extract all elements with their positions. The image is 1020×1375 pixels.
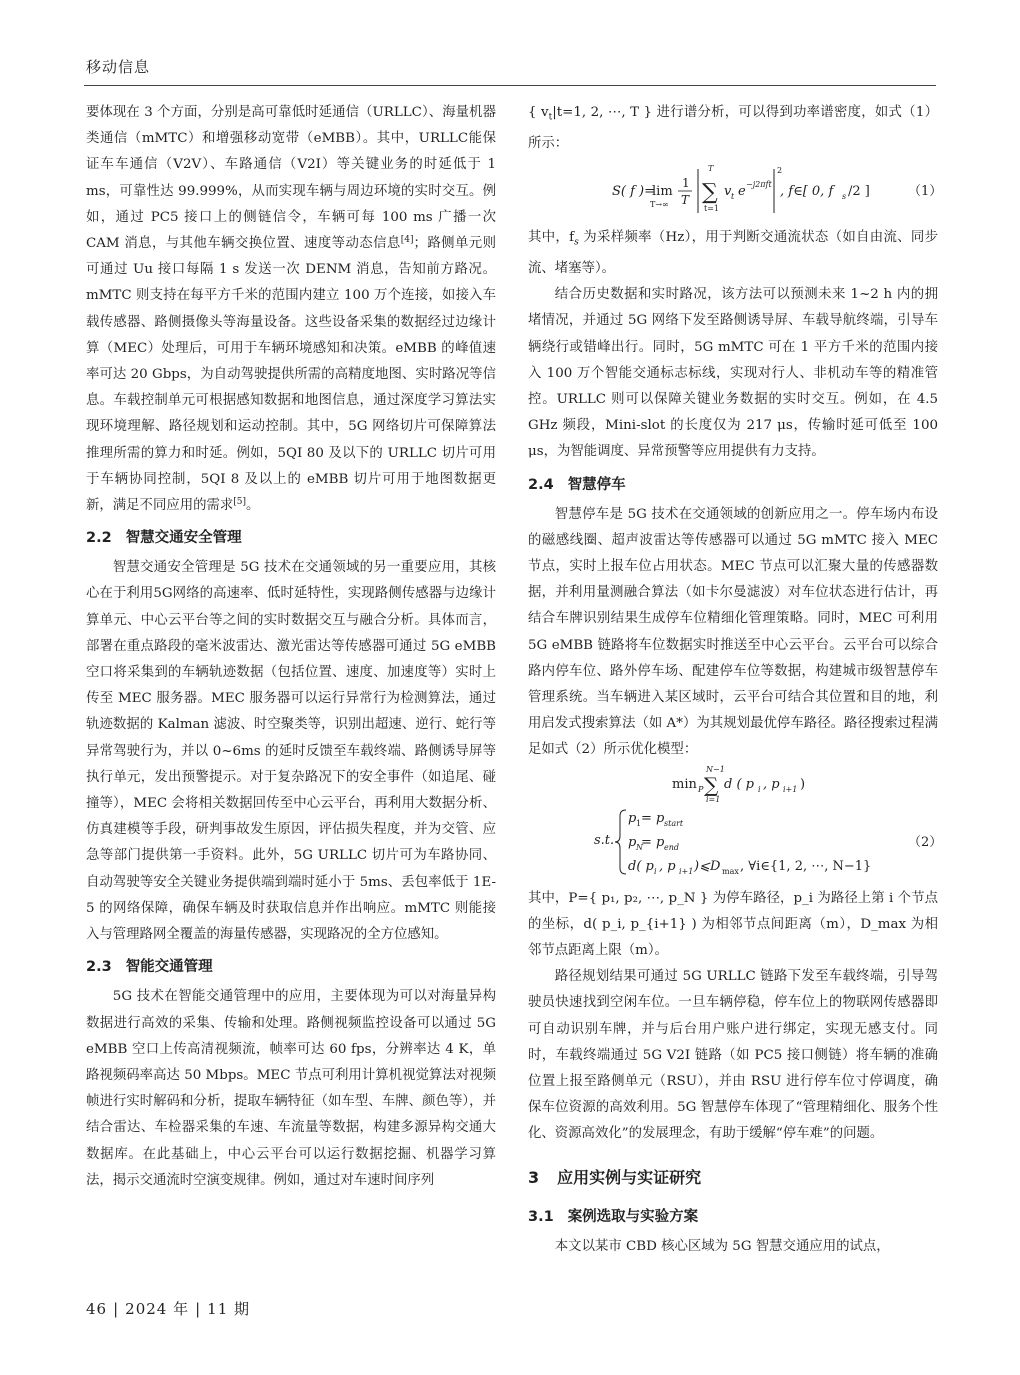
svg-text:): ) (800, 776, 806, 792)
svg-text:, ∀i∈{1, 2, ⋯, N−1}: , ∀i∈{1, 2, ⋯, N−1} (740, 858, 872, 874)
eq1-domain: , f∈[ 0, f (780, 184, 834, 200)
svg-text:max: max (722, 866, 739, 876)
svg-text:i+1: i+1 (783, 784, 798, 794)
eq1-power: 2 (777, 166, 783, 176)
right-column (528, 100, 943, 1260)
svg-text:N: N (636, 842, 643, 852)
paragraph: 5G 技术在智能交通管理中的应用，主要体现为可以对海量异构数据进行高效的采集、传输和处理。路侧视频监控设备可以通过 5G eMBB 空口上传高清视频流，帧率可达 60 fps，分辨率达 4 K，单路视频码率高达 50 Mbps。MEC 节点可利用计算机视觉算法对视频帧进行实时解码和分析，提取车辆特征（如车型、车牌、颜色等），并结合雷达、车检器采集的车速、车流量等数据，构建多源异构交通大数据库。在此基础上，中心云平台可以运行数据挖掘、机器学习算法，揭示交通流时空演变规律。例如，通过对车速时间序列 (86, 989, 496, 1188)
eq1-sum-bot: t=1 (704, 204, 720, 214)
svg-text:i+1: i+1 (679, 866, 694, 876)
paragraph: 结合历史数据和实时路况，该方法可以预测未来 1~2 h 内的拥堵情况，并通过 5G 网络下发至路侧诱导屏、车载导航终端，引导车辆绕行或错峰出行。同时，5G mMTC 可在 1 平方千米的范围内接入 100 万个智能交通标志标线，实现对行人、非机动车等的精准管控。URLLC 则可以保障关键业务数据的实时交互。例如，在 4.5 GHz 频段，Mini-slot 的长度仅为 217 μs，传输时延可低至 100 μs，为智能调度、异常预警等应用提供有力支持。 (528, 287, 938, 460)
paragraph: 智慧停车是 5G 技术在交通领域的创新应用之一。停车场内布设的磁感线圈、超声波雷达等传感器可以通过 5G mMTC 接入 MEC 节点，实时上报车位占用状态。MEC 节点可以汇聚大量的传感器数据，并利用量测融合算法（如卡尔曼滤波）对车位状态进行估计，再结合车牌识别结果生成停车位精细化管理策略。同时，MEC 可利用 5G eMBB 链路将车位数据实时推送至中心云平台。云平台可以综合路内停车位、路外停车场、配建停车位等数据，构建城市级智慧停车管理系统。当车辆进入某区域时，云平台可结合其位置和目的地，利用启发式搜索算法（如 A*）为其规划最优停车路径。路径搜索过程满足如式（2）所示优化模型： (528, 506, 938, 758)
svg-text:i=1: i=1 (706, 794, 721, 804)
eq1-number: （1） (908, 184, 943, 200)
svg-text:)⩽D: )⩽D (694, 858, 721, 874)
citation: [4] (400, 235, 414, 246)
paragraph: 本文以某市 CBD 核心区域为 5G 智慧交通应用的试点， (554, 1238, 890, 1254)
svg-text:/2 ]: /2 ] (848, 184, 870, 200)
eq2-constraint-3: d( p (628, 858, 654, 874)
eq1-frac-num: 1 (682, 176, 690, 191)
eq1-lhs: S( f )= (612, 184, 656, 200)
eq2-min: min (672, 776, 697, 792)
paragraph: 路径规划结果可通过 5G URLLC 链路下发至车载终端，引导驾驶员快速找到空闲车位。一旦车辆停稳，停车位上的物联网传感器即可自动识别车牌，并与后台用户账户进行绑定，实现无感支付。同时，车载终端通过 5G V2I 链路（如 PC5 接口侧链）将车辆的准确位置上报至路侧单元（RSU），并由 RSU 进行停车位寸停调度，确保车位资源的高效利用。5G 智慧停车体现了“管理精细化、服务个性化、资源高效化”的发展理念，有助于缓解“停车难”的问题。 (528, 969, 938, 1142)
footer-issue: 11 期 (207, 1300, 251, 1318)
eq1-frac-den: T (681, 193, 690, 208)
svg-text:= p: = p (641, 834, 665, 850)
paragraph: 要体现在 3 个方面，分别是高可靠低时延通信（URLLC）、海量机器类通信（mMTC）和增强移动宽带（eMBB）。其中，URLLC能保证车车通信（V2V）、车路通信（V2I）等关键业务的时延低于 1 ms，可靠性达 99.999%，从而实现车辆与周边环境的实时交互。例如，通过 PC5 接口上的侧链信令，车辆可每 100 ms 广播一次 CAM 消息，与其他车辆交换位置、速度等动态信息[4]；路侧单元则可通过 Uu 接口每隔 1 s 发送一次 DENM 消息，告知前方路况。mMTC 则支持在每平方千米的范围内建立 100 万个连接，如接入车载传感器、路侧摄像头等海量设备。这些设备采集的数据经过边缘计算（MEC）处理后，可用于车辆环境感知和决策。eMBB 的峰值速率可达 20 Gbps，为自动驾驶提供所需的高精度地图、实时路况等信息。车载控制单元可根据感知数据和地图信息，通过深度学习算法实现环境理解、路径规划和运动控制。其中，5G 网络切片可保障算法推理所需的算力和时延。例如，5QI 80 及以下的 URLLC 切片可用于车辆协同控制，5QI 8 及以上的 eMBB 切片可用于地图数据更新，满足不同应用的需求[5]。 (86, 105, 496, 514)
svg-text:i: i (758, 784, 761, 794)
eq2-objective: d ( p (724, 776, 754, 792)
equation-1 (528, 159, 943, 221)
svg-text:, p: , p (659, 858, 676, 874)
eq2-number: （2） (908, 834, 943, 850)
svg-text:i: i (654, 866, 657, 876)
svg-text:N−1: N−1 (706, 764, 725, 774)
eq1-sum-top: T (708, 164, 714, 174)
svg-text:P: P (698, 784, 704, 794)
svg-text:= p: = p (641, 810, 665, 826)
header-rule (84, 85, 936, 86)
page-number: 46 (86, 1300, 108, 1318)
eq1-sum: ∑ (702, 180, 718, 206)
equation-2 (528, 764, 943, 882)
eq1-lim: lim (652, 184, 673, 200)
eq2-constraint-2: p (628, 834, 637, 850)
section-heading-2-4: 2.4 智慧停车 (528, 476, 626, 493)
section-heading-3: 3 应用实例与实证研究 (528, 1167, 702, 1187)
eq2-sum: ∑ (704, 772, 719, 797)
eq1-exp: e (738, 184, 746, 200)
section-heading-3-1: 3.1 案例选取与实验方案 (528, 1208, 699, 1225)
journal-header: 移动信息 (86, 58, 151, 76)
eq2-constraint-1: p (628, 810, 637, 826)
page-footer: 46 | 2024 年 | 11 期 (86, 1300, 251, 1318)
paragraph: 智慧交通安全管理是 5G 技术在交通领域的另一重要应用，其核心在于利用5G网络的高速率、低时延特性，实现路侧传感器与边缘计算单元、中心云平台等之间的实时数据交互与融合分析。具体而言，部署在重点路段的毫米波雷达、激光雷达等传感器可通过 5G eMBB 空口将采集到的车辆轨迹数据（包括位置、速度、加速度等）实时上传至 MEC 服务器。MEC 服务器可以运行异常行为检测算法，通过轨迹数据的 Kalman 滤波、时空聚类等，识别出超速、逆行、蛇行等异常驾驶行为，并以 0~6ms 的延时反馈至车载终端、路侧诱导屏等执行单元，发出预警提示。对于复杂路况下的安全事件（如追尾、碰撞等），MEC 会将相关数据回传至中心云平台，再利用大数据分析、仿真建模等手段，研判事故发生原因，评估损失程度，并为交管、应急等部门提供第一手资料。此外，5G URLLC 切片可为车路协同、自动驾驶等安全关键业务提供端到端时延小于 5ms、丢包率低于 1E-5 的网络保障，确保车辆及时获取信息并作出响应。mMTC 则能接入与管理路网全覆盖的海量传感器，实现路况的全方位感知。 (86, 560, 496, 943)
paragraph: { $v_t|t=1$, 2, ⋯, T } 进行谱分析，可以得到功率谱密度，如式（1）所示： (528, 105, 938, 151)
section-heading-2-3: 2.3 智能交通管理 (86, 959, 213, 976)
left-column (86, 100, 496, 1194)
svg-text:−j2πft: −j2πft (746, 180, 772, 190)
svg-text:t: t (731, 192, 735, 202)
svg-text:start: start (664, 818, 684, 828)
paragraph: 其中，$f_s$ 为采样频率（Hz），用于判断交通流状态（如自由流、同步流、堵塞等）。 (528, 230, 938, 276)
svg-text:1: 1 (636, 818, 642, 828)
eq2-st: s.t. (594, 832, 615, 848)
svg-text:, p: , p (763, 776, 780, 792)
section-heading-2-2: 2.2 智慧交通安全管理 (86, 530, 242, 547)
svg-text:s: s (842, 192, 847, 202)
paragraph: 其中，P={ p₁, p₂, ⋯, p_N } 为停车路径，p_i 为路径上第 i 个节点的坐标，d( p_i, p_{i+1} ) 为相邻节点间距离（m），D_max 为相邻节点距离上限（m）。 (528, 890, 938, 959)
citation: [5] (233, 497, 247, 508)
eq1-term: v (724, 184, 732, 200)
svg-text:end: end (664, 842, 680, 852)
eq1-lim-sub: T→∞ (650, 200, 669, 210)
footer-year: 2024 年 (125, 1300, 190, 1318)
